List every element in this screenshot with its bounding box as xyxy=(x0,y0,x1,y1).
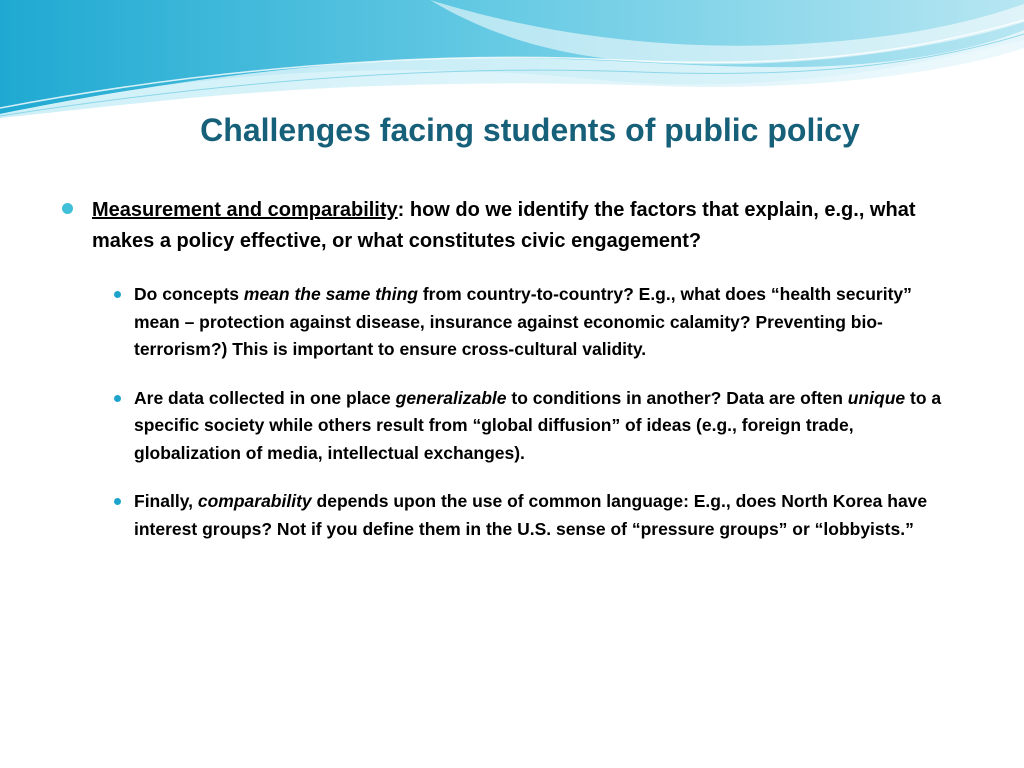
sub-bullet-2-text-c: to conditions in another? Data are often xyxy=(506,387,848,408)
main-bullet-term: Measurement and comparability xyxy=(92,199,398,221)
main-bullet-text: : how do we identify the factors that explain, e.g., what makes a policy effective, or what constitutes civic engagement? xyxy=(92,199,916,252)
sub-bullet-2-emphasis-2: unique xyxy=(847,387,906,408)
bullet-dot-icon xyxy=(114,291,121,298)
sub-bullet-1-text-c: from country-to-country? E.g., what does “health security” mean – protection against disease, insurance against economic calamity? Preventing bio-terrorism?) This is important to ensure cross-cultural validity. xyxy=(134,284,912,359)
sub-bullet-1-emphasis: mean the same thing xyxy=(243,284,418,304)
sub-bullet-2 xyxy=(114,385,960,468)
bullet-dot-icon xyxy=(114,395,121,402)
sub-bullet-2-emphasis-1: generalizable xyxy=(395,387,507,408)
bullet-dot-icon xyxy=(114,498,121,505)
bullet-dot-icon xyxy=(62,203,73,214)
sub-bullet-3-text-a: Finally, xyxy=(134,491,198,511)
main-bullet xyxy=(60,195,960,257)
sub-bullet-2-text-a: Are data collected in one place xyxy=(134,387,396,408)
slide-title: Challenges facing students of public policy xyxy=(200,112,860,148)
sub-bullet-1-text-a: Do concepts xyxy=(134,284,244,304)
sub-bullet-3-text-c: depends upon the use of common language: E.g., does North Korea have interest groups? Not if you define them in the U.S. sense of “pressure groups” or “lobbyists.” xyxy=(134,491,928,539)
sub-bullet-3-emphasis: comparability xyxy=(197,491,312,511)
sub-bullet-2-text-e: to a specific society while others result from “global diffusion” of ideas (e.g., foreign trade, globalization of media, intellectual exchanges). xyxy=(134,387,942,463)
sub-bullet-3 xyxy=(114,488,960,543)
sub-bullet-1 xyxy=(114,281,960,364)
slide-content xyxy=(60,195,960,564)
